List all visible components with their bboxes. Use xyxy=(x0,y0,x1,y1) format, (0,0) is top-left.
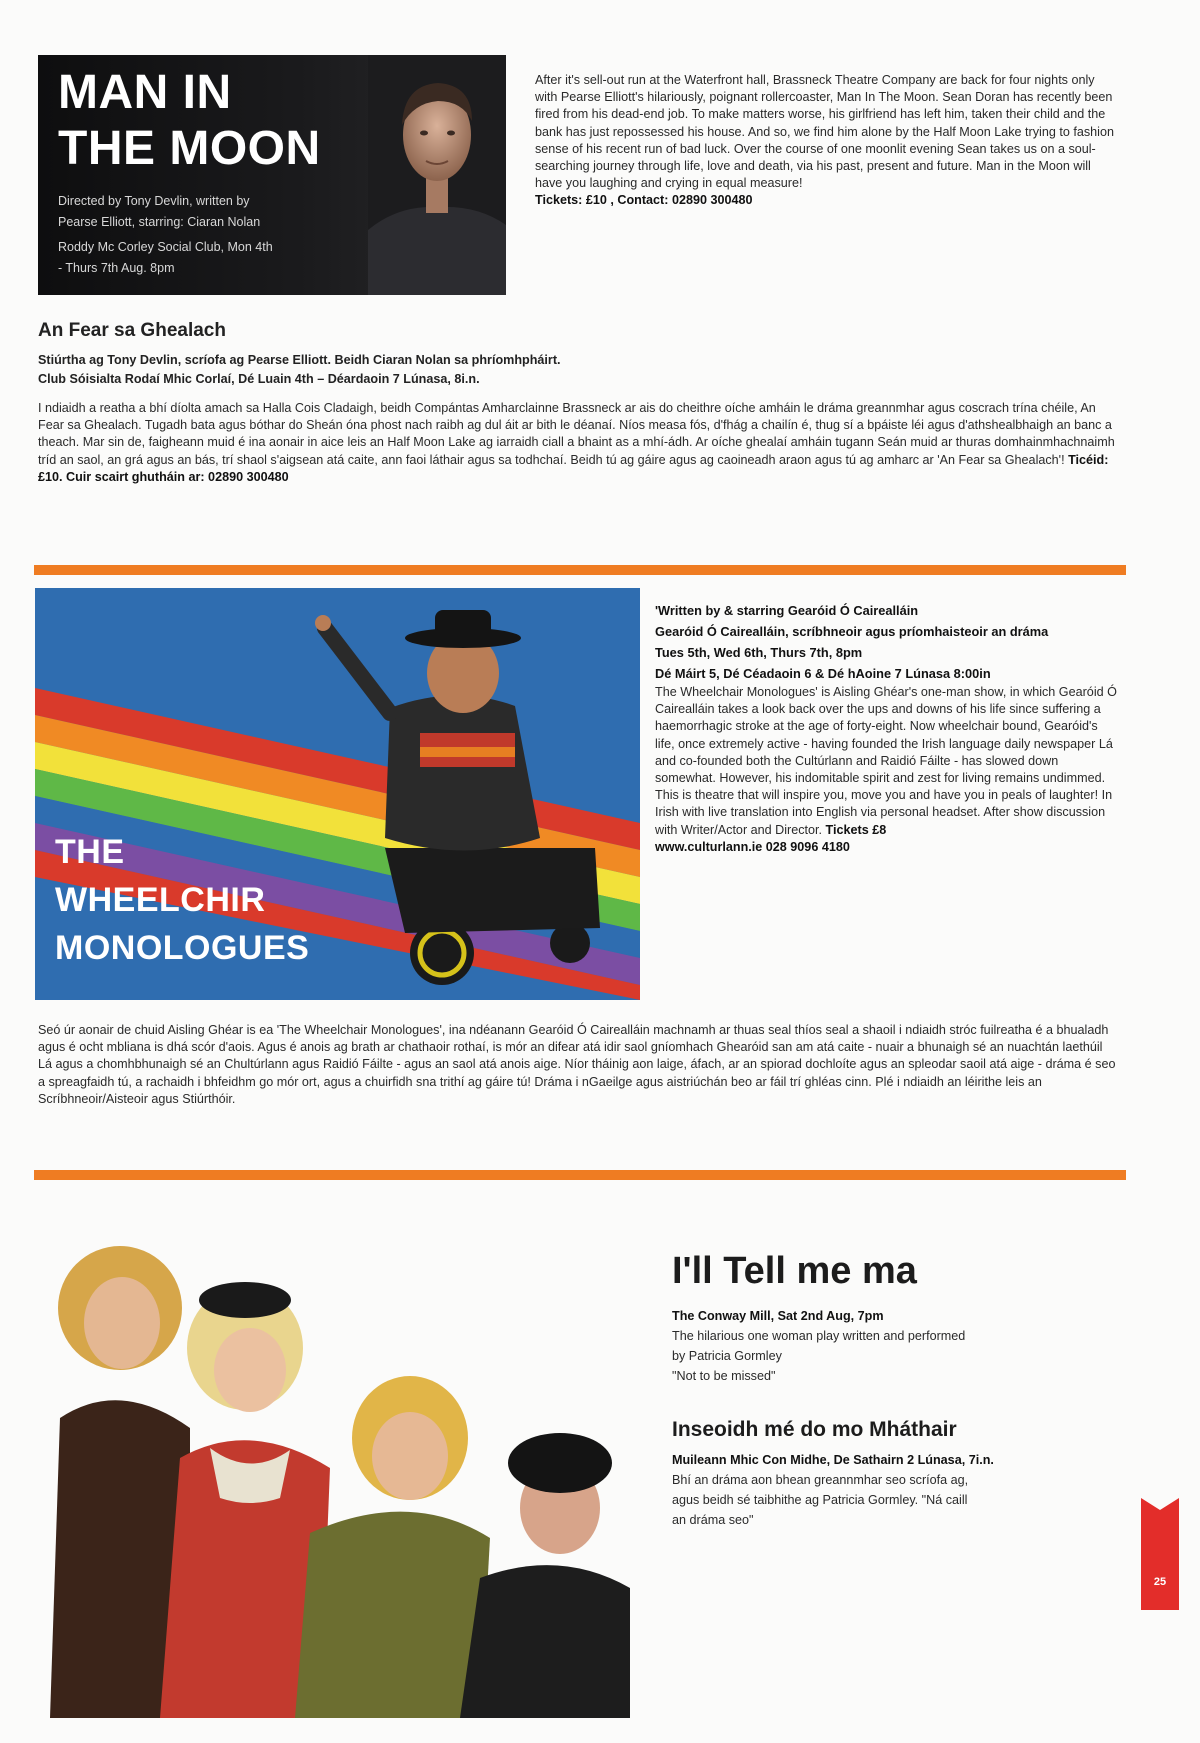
play-info-irish: Muileann Mhic Con Midhe, De Sathairn 2 Lúnasa, 7i.n. Bhí an dráma aon bhean greannmhar seo scríofa ag, agus beidh sé taibhithe ag Patricia Gormley. "Ná caill an dráma seo" xyxy=(672,1453,994,1527)
wheelchair-tickets: Tickets £8 xyxy=(825,822,887,837)
irish-tickets: Ticéid: £10. Cuir scairt ghutháin ar: 02890 300480 xyxy=(38,452,1109,484)
section-divider xyxy=(34,1170,1126,1180)
section-divider xyxy=(34,565,1126,575)
irish-description: I ndiaidh a reatha a bhí díolta amach sa Halla Cois Cladaigh, beidh Compántas Amharclainne Brassneck ar ais do cheithre oíche amháin le dráma greannmhar agus coscrach trína chéile, An Fear sa Ghealach. Tugadh bata agus bóthar do Sheán óna phost nach raibh ag dul áit ar bith le déanaí. Níos measa fós, d'fhág a chailín é, thug sí a bpáiste léi agus d'athshealbhaigh an banc a theach. Mar sin de, faigheann muid é ina aonair in aice leis an Half Moon Lake ag iarraidh ciall a bhaint as a mhí-ádh. Ar oíche ghealaí amháin tugann Seán muid ar thuras domhainmhachnaimh tríd an saol, an grá agus an bás, trí shaol s'aigsean atá caite, ann faoi láthair agus sa todhchaí. Beidh tú ag gáire agus ag caoineadh araon agus tú ag amharc ar 'An Fear sa Ghealach'! Ticéid: £10. Cuir scairt ghutháin ar: 02890 300480 xyxy=(38,401,1115,484)
actor-portrait xyxy=(368,55,506,295)
irish-credits: Stiúrtha ag Tony Devlin, scríofa ag Pearse Elliott. Beidh Ciaran Nolan sa phríomhpháirt. Club Sóisialta Rodaí Mhic Corlaí, Dé Luain 4th – Déardaoin 7 Lúnasa, 8i.n. xyxy=(38,353,561,386)
wheelchair-monologues-poster xyxy=(35,588,640,1000)
poster-title: THE WHEELCHIR MONOLOGUES xyxy=(55,833,310,967)
tickets-contact: Tickets: £10 , Contact: 02890 300480 xyxy=(535,193,753,208)
page-number-ribbon xyxy=(1141,1498,1179,1610)
irish-title: An Fear sa Ghealach xyxy=(38,320,226,341)
culturlann-web: www.culturlann.ie 028 9096 4180 xyxy=(655,839,850,854)
play-info-english: The Conway Mill, Sat 2nd Aug, 7pm The hilarious one woman play written and performed by Patricia Gormley "Not to be missed" xyxy=(672,1309,966,1383)
poster-title: MAN IN THE MOON xyxy=(58,66,321,175)
page-number: 25 xyxy=(1153,1576,1167,1588)
play-title-irish: Inseoidh mé do mo Mháthair xyxy=(672,1418,957,1441)
wheelchair-info: 'Written by & starring Gearóid Ó Cairealláin Gearóid Ó Cairealláin, scríbhneoir agus príomhaisteoir an dráma Tues 5th, Wed 6th, Thurs 7th, 8pm Dé Máirt 5, Dé Céadaoin 6 & Dé hAoine 7 Lúnasa 8:00in The Wheelchair Monologues' is Aisling Ghéar's one-man show, in which Gearóid Ó Cairealláin takes a look back over the ups and downs of his life since suffering a haemorrhagic stroke at the age of forty-eight. Now wheelchair bound, Gearóid's life, once extremely active - having founded the Irish language daily newspaper Lá and co-founded both the Cultúrlann and Raidió Fáilte - has slowed down somewhat. However, his indomitable spirit and zest for living remains undimmed. This is theatre that will inspire you, move you and have you in peals of laughter! In Irish with live translation into English via personal headset. After show discussion with Writer/Actor and Director. Tickets £8 www.culturlann.ie 028 9096 4180 xyxy=(655,603,1117,854)
play-title: I'll Tell me ma xyxy=(672,1250,917,1292)
wheelchair-irish-description: Seó úr aonair de chuid Aisling Ghéar is ea 'The Wheelchair Monologues', ina ndéanann Gearóid Ó Cairealláin machnamh ar thuas seal thíos seal a shaoil i ndiaidh stróc fuilreatha é a bhualadh agus é ocht mbliana is dhá scór d'aois. Agus é anois ag brath ar chathaoir rothaí, is mór an difear atá idir saol gníomhach Ghearóid san am atá caite - nuair a bhunaigh sé an nuachtán laethúil Lá agus a chomhbhunaigh sé an Chultúrlann agus Raidió Fáilte - agus an saol atá anois aige. Níor tháinig aon laige, áfach, ar an spiorad dochloíte agus an spleodar saoil atá aige - dráma é seo a spreagfaidh tú, a rachaidh i bhfeidhm go mór ort, agus a chuirfidh sna trithí ag gáire tú! Dráma i nGaeilge agus aistriúchán beo ar fáil trí ghléas cinn. Plé i ndiaidh an léirithe leis an Scríbhneoir/Aisteoir agus Stiúrthóir. xyxy=(38,1023,1116,1106)
poster-credits: Directed by Tony Devlin, written by Pearse Elliott, starring: Ciaran Nolan Roddy Mc Corley Social Club, Mon 4th - Thurs 7th Aug. 8pm xyxy=(58,194,273,275)
cast-photo xyxy=(40,1218,630,1718)
man-in-the-moon-description: After it's sell-out run at the Waterfront hall, Brassneck Theatre Company are back for four nights only with Pearse Elliott's hilariously, poignant rollercoaster, Man In The Moon. Sean Doran has recently been fired from his dead-end job. To make matters worse, his girlfriend has left him, taken their child and the bank has just repossessed his house. And so, we find him alone by the Half Moon Lake trying to fashion sense of his recent run of bad luck. Over the course of one moonlit evening Sean takes us on a soul-searching journey through life, love and death, via his past, present and future. Man in the Moon will have you laughing and crying in equal measure! Tickets: £10 , Contact: 02890 300480 xyxy=(535,73,1114,208)
man-in-the-moon-poster xyxy=(38,55,506,295)
ribbon-shape xyxy=(1141,1498,1179,1610)
